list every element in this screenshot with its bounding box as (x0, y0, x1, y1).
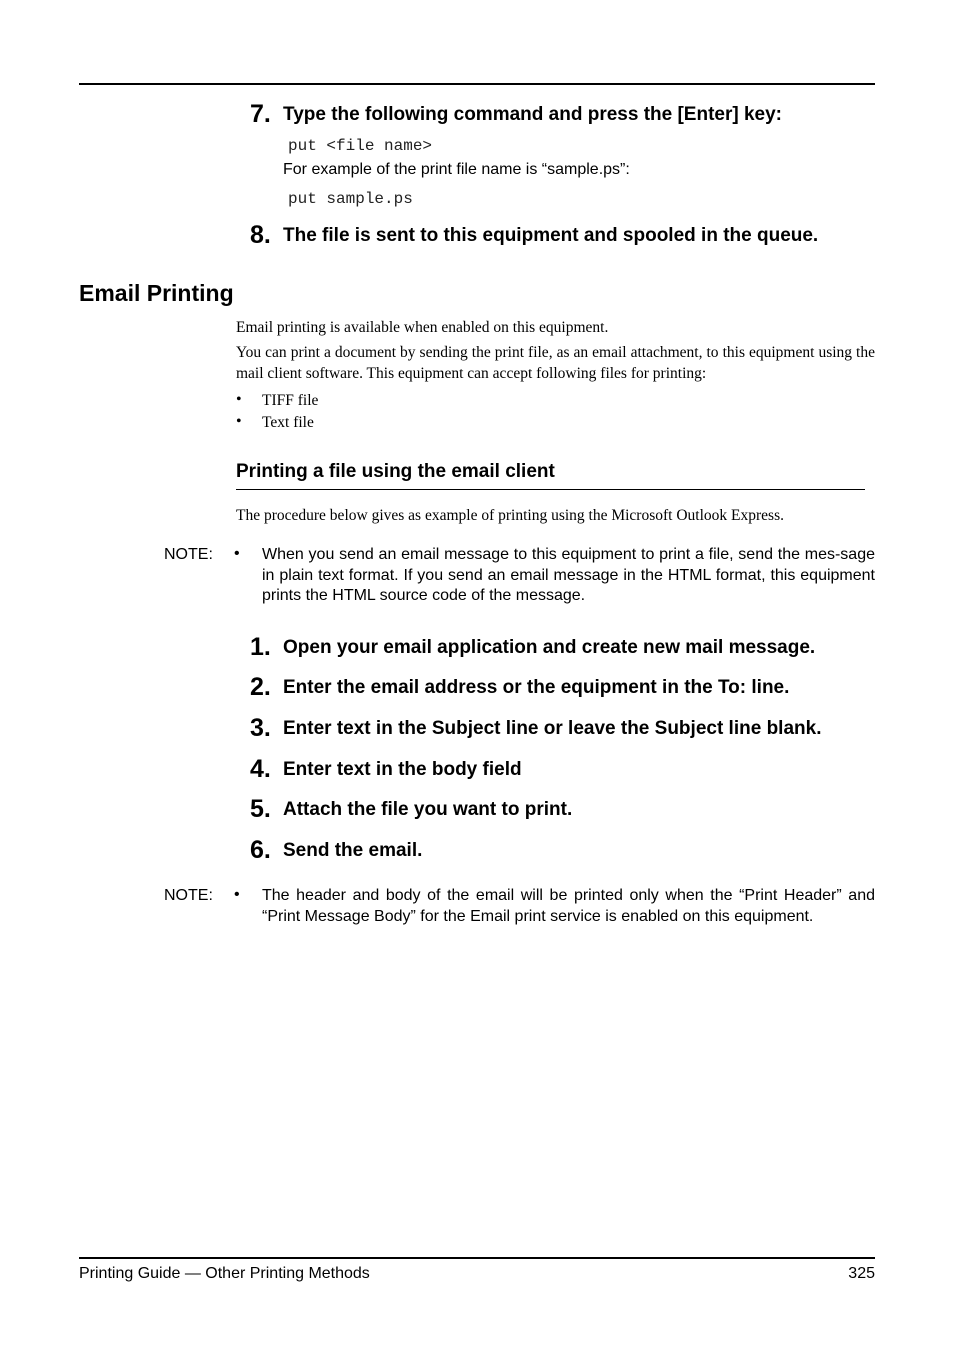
list-item: Text file (262, 414, 314, 431)
step-text: Enter text in the Subject line or leave the Subject line blank. (283, 718, 822, 739)
step-text: Send the email. (283, 840, 423, 861)
footer-title: Printing Guide — Other Printing Methods (79, 1265, 370, 1282)
note-text: When you send an email message to this equipment to print a file, send the mes-sage in plain text format. If you send an email message in the HTML format, this equipment prints the HTML source code of the message. (262, 546, 875, 604)
section-title: Email Printing (79, 280, 234, 306)
step-number: 7. (250, 100, 271, 128)
subsection-intro: The procedure below gives as example of printing using the Microsoft Outlook Express. (236, 507, 784, 524)
step-text: Attach the file you want to print. (283, 799, 573, 820)
footer-rule (79, 1257, 875, 1259)
note-text: The header and body of the email will be printed only when the “Print Header” and “Print Message Body” for the Email print service is enabled on this equipment. (262, 887, 875, 925)
note-label: NOTE: (164, 546, 213, 563)
section-paragraph: Email printing is available when enabled on this equipment. (236, 319, 609, 336)
header-rule (79, 83, 875, 85)
list-bullet: • (236, 413, 242, 430)
step-number: 6. (250, 836, 271, 864)
step-number: 3. (250, 714, 271, 742)
step-text: Enter the email address or the equipment in the To: line. (283, 677, 790, 698)
section-paragraph: You can print a document by sending the print file, as an email attachment, to this equipment using the mail client software. This equipment can accept following files for printing: (236, 344, 875, 382)
note-bullet: • (234, 545, 240, 562)
subsection-title: Printing a file using the email client (236, 461, 555, 482)
step-number: 4. (250, 755, 271, 783)
step-number: 1. (250, 633, 271, 661)
note-bullet: • (234, 886, 240, 903)
code-line: put sample.ps (288, 190, 413, 208)
list-item: TIFF file (262, 392, 319, 409)
example-text: For example of the print file name is “sample.ps”: (283, 161, 630, 178)
step-text: Open your email application and create new mail message. (283, 637, 816, 658)
step-number: 2. (250, 673, 271, 701)
page-number: 325 (848, 1265, 875, 1282)
list-bullet: • (236, 391, 242, 408)
subsection-rule (236, 489, 865, 490)
step-text: The file is sent to this equipment and spooled in the queue. (283, 225, 819, 246)
step-number: 5. (250, 795, 271, 823)
step-text: Enter text in the body field (283, 759, 522, 780)
step-text: Type the following command and press the [Enter] key: (283, 104, 783, 125)
code-line: put <file name> (288, 137, 433, 155)
note-label: NOTE: (164, 887, 213, 904)
step-number: 8. (250, 221, 271, 249)
